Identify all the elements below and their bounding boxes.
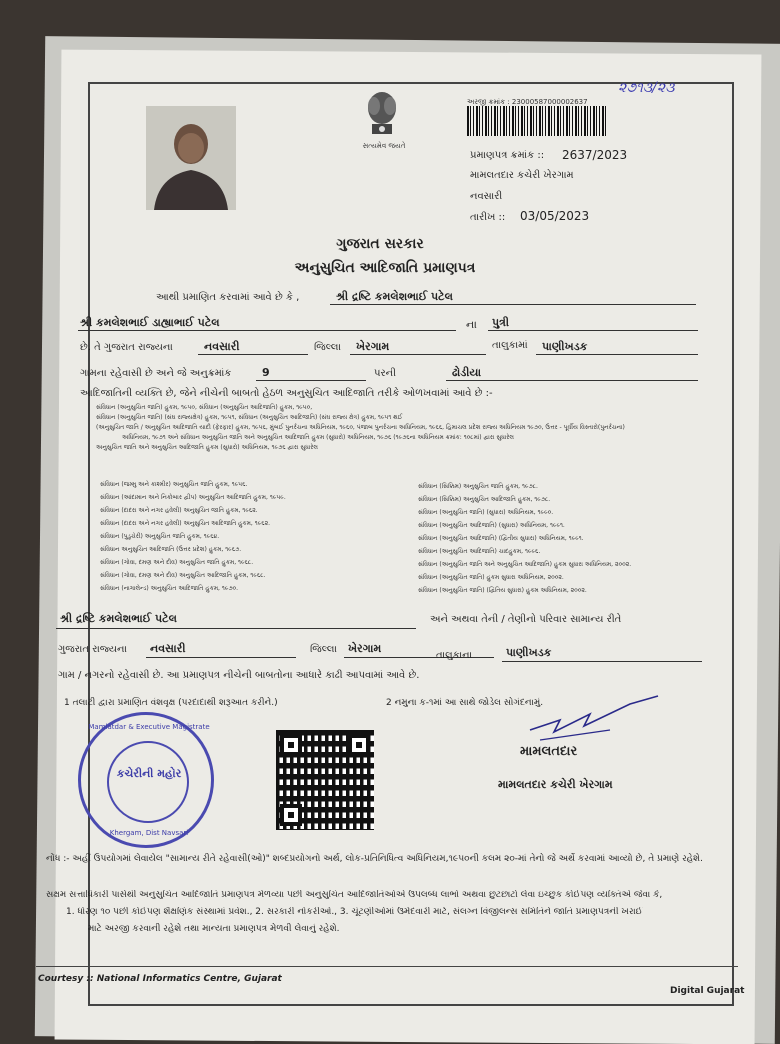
law-list-right xyxy=(418,480,718,597)
seal-bottom-text: Khergam, Dist Navsari xyxy=(109,829,189,837)
law-line: સંવિધાન (અનુસુચિત આદિજાતિ) (સુધારા) અધિનિયમ, ૧૯૯૧. xyxy=(418,522,565,529)
qr-finder xyxy=(280,804,302,826)
tribe-underline xyxy=(446,380,698,381)
relation-underline xyxy=(488,330,698,331)
issuing-district: નવસારી xyxy=(470,191,503,202)
note-text: નોંધ :- અહીં ઉપયોગમાં લેવાયેલ "સામાન્ય રીતે રહેવાસી(ઓ)" શબ્દપ્રયોગનો અર્થ, લોક-પ્રતિનિધિત્વ અધિનિયમ,૧૯૫૦ની કલમ ૨૦-માં તેનો જે અર્થે કરવામાં આવ્યો છે, તે પ્રમાણે રહેશે. xyxy=(46,854,703,864)
lower-taluka: પાણીખડક xyxy=(506,646,552,659)
parent-name: શ્રી કમલેશભાઈ ડાહ્યાભાઈ પટેલ xyxy=(80,316,220,329)
lower-state-prefix: ગુજરાત રાજ્યના xyxy=(58,644,127,655)
lower-taluka-district: ખેરગામ xyxy=(348,642,382,655)
law-line: સંવિધાન (ગોવા, દમણ અને દીવ) અનુસુચિત જાતિ હુકમ, ૧૯૬૮. xyxy=(100,559,254,566)
law-line: સંવિધાન (પુડુચેરી) અનુસુચિત જાતિ હુકમ, ૧૯૬૪. xyxy=(100,533,220,540)
law-line: સંવિધાન (ગોવા, દમણ અને દીવ) અનુસુચિત આદિજાતિ હુકમ, ૧૯૬૮. xyxy=(100,572,266,579)
family-text: અને અથવા તેની / તેણીનો પરિવાર સામાન્ય રીતે xyxy=(430,614,622,625)
law-line: સંવિધાન (અનુસુચિત જાતિ) હુકમ સુધારા અધિનિયમ, ૨૦૦૨. xyxy=(418,574,564,581)
state-prefix: છે. તે ગુજરાત રાજ્યના xyxy=(80,342,173,353)
district: નવસારી xyxy=(204,340,240,353)
taluka: પાણીખડક xyxy=(542,340,588,353)
name-underline xyxy=(330,304,696,305)
lower-name-underline xyxy=(56,628,416,629)
law-line: સંવિધાન (અનુસુચિત જાતિ) (સુધારા) અધિનિયમ, ૧૯૯૦. xyxy=(418,509,554,516)
taluka-district: ખેરગામ xyxy=(356,340,390,353)
law-line: સંવિધાન (નાગાલેન્ડ) અનુસુચિત આદિજાતિ હુકમ, ૧૯૭૦. xyxy=(100,585,239,592)
government-title: ગુજરાત સરકાર xyxy=(336,236,424,252)
law-list-main xyxy=(96,403,696,453)
law-line: સંવિધાન (દાદરા અને નગર હવેલી) અનુસુચિત આદિજાતિ હુકમ, ૧૯૬૨. xyxy=(100,520,271,527)
issuing-office: મામલતદાર કચેરી ખેરગામ xyxy=(470,170,574,181)
parni-label: પરની xyxy=(374,368,396,379)
taluka-district-underline xyxy=(350,354,486,355)
benefit-list-1: 1. ધોરણ ૧૦ પછી કોઈપણ શૈક્ષણિક સંસ્થામાં પ્રવેશ., 2. સરકારી નોકરીઓ., 3. ચૂંટણીઓમાં ઉમેદવારી માટે, સંલગ્ન વિજીલન્સ સમિતિને જાતિ પ્રમાણપત્રની ખરાઈ xyxy=(66,907,643,917)
lower-district-underline xyxy=(146,657,296,658)
taluka-underline xyxy=(536,354,698,355)
law-line: સંવિધાન (આંદામાન અને નિકોબાર દ્વીપ) અનુસુચિત આદિજાતિ હુકમ, ૧૯૫૯. xyxy=(100,494,286,501)
law-line: સંવિધાન (અનુસુચિત આદિજાતિ) (દ્વિતીય સુધારા) અધિનિયમ, ૧૯૯૧. xyxy=(418,535,584,542)
resident-text: ગામ / નગરનો રહેવાસી છે. આ પ્રમાણપત્ર નીચેની બાબતોના આધારે કાઢી આપવામાં આવે છે. xyxy=(58,670,420,681)
qr-code xyxy=(276,730,374,830)
law-line: સંવિધાન (અનુસુચિત જાતિ) (સંઘ રાજ્યક્ષેત્ર) હુકમ, ૧૯૫૧, સંવિધાન (અનુસુચિત આદિજાતિ) (સંઘ રાજ્ય ક્ષેત્ર) હુકમ, ૧૯૫૧ થઈ xyxy=(96,414,403,421)
issue-date: 03/05/2023 xyxy=(520,209,590,223)
certify-text: આથી પ્રમાણિત કરવામાં આવે છે કે , xyxy=(156,292,300,303)
applicant-photo xyxy=(146,106,236,210)
digital-gujarat-brand: Digital Gujarat xyxy=(670,986,745,996)
signatory-office: મામલતદાર કચેરી ખેરગામ xyxy=(498,778,613,791)
basis-item-2: 2 નમુના ક-૧માં આ સાથે જોડેલ સોગંદનામું. xyxy=(386,698,544,708)
courtesy-text: Courtesy :: National Informatics Centre, Gujarat xyxy=(38,974,282,984)
village-text: ગામના રહેવાસી છે અને જે અનુક્રમાંક xyxy=(80,368,232,379)
tribe-name: ઢોડીયા xyxy=(452,366,482,379)
footer-rule xyxy=(36,966,738,967)
application-number: અરજી ક્રમાંક : 23000587000002637 xyxy=(467,98,588,106)
benefit-list-2: માટે અરજી કરવાની રહેશે તથા માન્યતા પ્રમાણપત્ર મેળવી લેવાનું રહેશે. xyxy=(88,924,340,934)
applicant-name: શ્રી દ્રષ્ટિ કમલેશભાઈ પટેલ xyxy=(336,290,453,303)
national-emblem-icon xyxy=(356,88,408,144)
law-line: સંવિધાન (સિક્કિમ) અનુસુચિત આદિજાતિ હુકમ, ૧૯૭૮. xyxy=(418,496,551,503)
law-line: સંવિધાન (સિક્કિમ) અનુસુચિત જાતિ હુકમ, ૧૯૭૮. xyxy=(418,483,538,490)
relation: પુત્રી xyxy=(492,316,510,329)
district-underline xyxy=(198,354,308,355)
taluka-label: તાલુકામાં xyxy=(492,340,528,351)
handwritten-note: ૨૭૧૩/૨૩ xyxy=(618,80,675,96)
seal-top-text: Mamlatdar & Executive Magistrate xyxy=(88,723,210,731)
law-line: સંવિધાન (દાદરા અને નગર હવેલી) અનુસુચિત જાતિ હુકમ, ૧૯૬૨. xyxy=(100,507,258,514)
signatory-title: મામલતદાર xyxy=(520,744,578,759)
law-line: સંવિધાન (અનુસુચિત જાતિ) હુકમ, ૧૯૫૦, સંવિધાન (અનુસુચિત આદિજાતિ) હુકમ, ૧૯૫૦, xyxy=(96,404,313,411)
law-line: સંવિધાન (અનુસુચિત જાતિ અને અનુસુચિત આદિજાતિ) હુકમ સુધારા અધિનિયમ, ૨૦૦૨. xyxy=(418,561,632,568)
serial-underline xyxy=(256,380,366,381)
law-line: સંવિધાન (અનુસુચિત આદિજાતિ) ચાદહુકમ, ૧૯૯૬. xyxy=(418,548,541,555)
lower-jilla-label: જિલ્લા xyxy=(310,644,337,655)
law-line: સંવિધાન (જમ્મુ અને કાશ્મીર) અનુસુચિત જાતિ હુકમ, ૧૯૫૬. xyxy=(100,481,248,488)
serial-number: 9 xyxy=(262,366,270,379)
certificate-number-label: પ્રમાણપત્ર ક્રમાંક :: xyxy=(470,150,545,161)
seal-inner-ring xyxy=(107,741,189,823)
na-label: ના xyxy=(466,318,477,331)
lower-taluka-underline xyxy=(502,661,702,662)
basis-item-1: 1 તલાટી દ્વારા પ્રમાણિત વંશવૃક્ષ (પરદાદાથી શરૂઆત કરીને.) xyxy=(64,698,278,708)
law-line: સંવિધાન (અનુસુચિત જાતિ) (દ્વિતિય સુધારા) હુકમ અધિનિયમ, ૨૦૦૨. xyxy=(418,587,587,594)
law-line: અનુસુચિત જાતિ અને અનુસુચિત આદિજાતિ હુકમ (સુધારો) અધિનિયમ, ૧૯૭૬ દ્વારા સુધારેલ xyxy=(96,444,318,451)
law-list-left xyxy=(100,478,400,595)
lower-name: શ્રી દ્રષ્ટિ કમલેશભાઈ પટેલ xyxy=(60,612,177,625)
lower-taluka-label: તાલુકાના xyxy=(436,650,473,661)
emblem-caption: સત્યમેવ જયતે xyxy=(362,142,406,150)
seal-center-text: કચેરીની મહોર xyxy=(116,767,182,780)
recognised-text: આદિજાતિની વ્યક્તિ છે, જેને નીચેની બાબતો હેઠળ અનુસુચિત આદિજાતિ તરીકે ઓળખવામાં આવે છે :- xyxy=(80,388,493,399)
certificate-number: 2637/2023 xyxy=(562,148,628,162)
signature-scribble xyxy=(520,690,670,750)
date-label: તારીખ :: xyxy=(470,212,506,223)
qr-finder xyxy=(348,734,370,756)
law-line: (અનુસુચિત જાતિ / અનુસુચિત આદિજાતિ યાદી (ફેરફાર) હુકમ, ૧૯૫૬, મુંબઈ પુનર્રચના અધિનિયમ, ૧૯૬૦, પંજાબ પુનર્રચના અધિનિયમ, ૧૯૬૬, હિમાચલ પ્રદેશ રાજ્ય અધિનિયમ ૧૯૭૦, ઉત્તર - પૂર્વીય વિસ્તારો(પુનર્રચના) xyxy=(96,424,625,431)
law-line: અધિનિયમ, ૧૯૭૧ અને સંવિધાન અનુસુચિત જાતિ અને અનુસુચિત આદિજાતિ હુકમ (સુધારો) અધિનિયમ, ૧૯૭૬ (૧૯૭૬ના અધિનિયમ ક્રમાંક: ૧૦૮માં) દ્વારા સુધારેલ xyxy=(122,434,514,441)
benefit-paragraph: સક્ષમ સત્તાધિકારી પાસેથી અનુસુચિત આદિજાતિ પ્રમાણપત્ર મેળવ્યા પછી અનુસુચિત આદિજાતિઓએ ઉપલબ્ધ લાભો અથવા છુટછાટો લેવા ઇચ્છુક કોઈપણ વ્યક્તિએ જેવા કે, xyxy=(46,890,663,900)
office-seal xyxy=(78,712,214,848)
law-line: સંવિધાન અનુસુચિત આદિજાતિ (ઉત્તર પ્રદેશ) હુકમ, ૧૯૬૭. xyxy=(100,546,242,553)
barcode xyxy=(467,106,607,136)
parent-underline xyxy=(78,330,456,331)
certificate-title: અનુસુચિત આદિજાતિ પ્રમાણપત્ર xyxy=(294,260,476,276)
qr-finder xyxy=(280,734,302,756)
jilla-label: જિલ્લા xyxy=(314,342,341,353)
lower-district: નવસારી xyxy=(150,642,186,655)
